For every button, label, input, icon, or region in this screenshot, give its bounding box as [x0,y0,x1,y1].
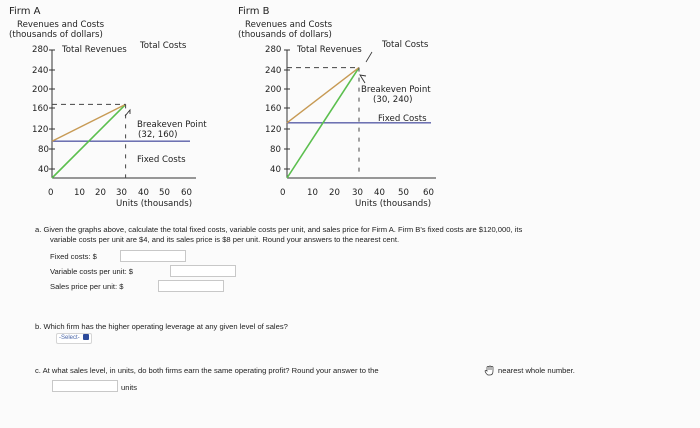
firm-a-x-tick: 0 [48,188,54,198]
firm-a-y-tick: 200 [32,85,49,95]
firm-b-total-costs-pointer [366,52,372,62]
firm-b-subtitle-2: (thousands of dollars) [238,30,332,40]
operating-leverage-select[interactable] [56,333,92,344]
firm-b-x-axis-label: Units (thousands) [355,199,432,209]
firm-a-x-tick: 40 [138,188,149,198]
firm-a-x-tick: 50 [159,188,170,198]
firm-a-breakeven-value: (32, 160) [138,130,178,140]
firm-a-x-tick: 20 [95,188,106,198]
firm-a-x-axis-label: Units (thousands) [116,199,193,209]
firm-b-y-tick: 240 [265,66,282,76]
select-value: -Select- [59,335,80,341]
sales-price-input[interactable] [158,280,224,292]
units-input[interactable] [52,380,118,392]
fixed-costs-input[interactable] [120,250,186,262]
firm-b-x-tick: 30 [352,188,363,198]
firm-a-breakeven-label: Breakeven Point [137,120,207,130]
firm-a-y-tick: 40 [38,165,49,175]
variable-costs-label: Variable costs per unit: $ [50,267,134,276]
firm-a-x-tick: 10 [74,188,85,198]
firm-a-subtitle-2: (thousands of dollars) [9,30,103,40]
hand-cursor-icon [484,365,496,376]
firm-b-y-tick: 80 [270,145,281,155]
firm-b-y-tick: 40 [270,165,281,175]
question-a-text-2: variable costs per unit are $4, and its sales price is $8 per unit. Round your answers to the nearest cent. [50,235,400,244]
firm-b-y-tick: 160 [265,104,282,114]
firm-a-total-revenues-label: Total Revenues [62,45,127,55]
firm-b-subtitle-1: Revenues and Costs [245,20,333,30]
firm-a-x-tick: 60 [181,188,192,198]
firm-b-total-costs-line [287,68,359,123]
question-c-text-1: c. At what sales level, in units, do both firms earn the same operating profit? Round your answer to the [35,366,379,375]
variable-costs-input[interactable] [170,265,236,277]
fixed-costs-label: Fixed costs: $ [50,252,97,261]
firm-b-y-tick: 280 [265,45,282,55]
firm-b-x-tick: 60 [423,188,434,198]
firm-a-y-tick: 240 [32,66,49,76]
firm-b-y-tick: 200 [265,85,282,95]
firm-b-title: Firm B [238,6,270,17]
units-label: units [121,383,138,392]
firm-a-total-costs-label: Total Costs [140,41,187,51]
firm-b-breakeven-value: (30, 240) [373,95,413,105]
firm-b-breakeven-label: Breakeven Point [361,85,431,95]
question-a-text-1: a. Given the graphs above, calculate the total fixed costs, variable costs per unit, and sales price for Firm A. Firm B's fixed costs are $120,000, its [35,225,523,234]
firm-b-y-tick: 120 [265,125,282,135]
firm-a-y-tick: 80 [38,145,49,155]
firm-b-total-revenues-label: Total Revenues [297,45,362,55]
firm-a-y-tick: 120 [32,125,49,135]
question-c-text-2: nearest whole number. [498,366,575,375]
firm-a-title: Firm A [9,6,41,17]
firm-a-y-tick: 160 [32,104,49,114]
firm-b-x-tick: 20 [329,188,340,198]
firm-a-x-tick: 30 [116,188,127,198]
firm-a-y-tick: 280 [32,45,49,55]
firm-b-fixed-costs-label: Fixed Costs [378,114,427,124]
firm-b-breakeven-arrow [360,75,366,83]
firm-a-fixed-costs-label: Fixed Costs [137,155,186,165]
firm-a-subtitle-1: Revenues and Costs [17,20,105,30]
select-indicator-icon [83,334,89,340]
sales-price-label: Sales price per unit: $ [50,282,124,291]
firm-b-x-tick: 0 [280,188,286,198]
firm-b-total-costs-label: Total Costs [382,40,429,50]
question-b-text: b. Which firm has the higher operating leverage at any given level of sales? [35,322,288,331]
firm-b-x-tick: 40 [374,188,385,198]
firm-b-x-tick: 10 [307,188,318,198]
firm-b-x-tick: 50 [398,188,409,198]
